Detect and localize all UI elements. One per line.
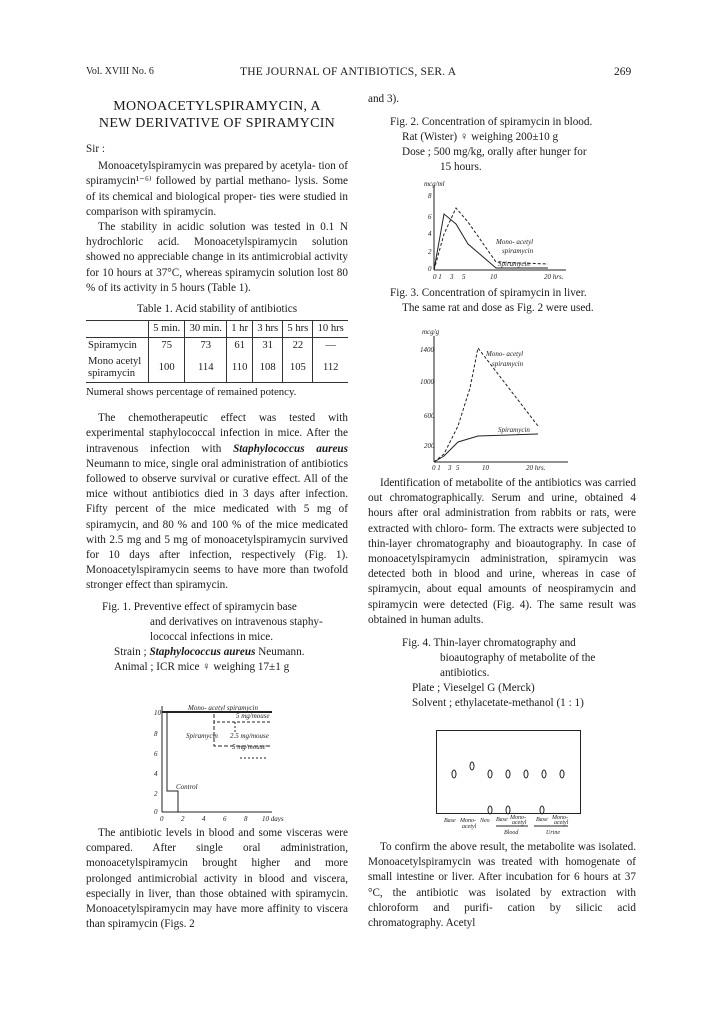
fig2-label-spiramycin: Spiramycin <box>498 260 530 268</box>
fig2-xtick: 0 1 <box>433 273 442 281</box>
right-column-mid <box>368 476 636 711</box>
fig3-xtick: 5 <box>456 464 460 472</box>
fig2-caption-line: 15 hours. <box>440 161 482 174</box>
fig3-caption-line: Fig. 3. Concentration of spiramycin in liver. <box>390 287 587 299</box>
paragraph-5: Identification of metabolite of the antibiotics was carried out chromatographically. Serum and urine, obtained 4 hours after oral administration from rabbits or rats, were extracted with chloro- form. The extracts were subjected to thin-layer chromatography and bioautography. In case of monoacetylspiramycin administration, spiramycin was detected both in blood and urine, whereas in case of spiramycin, about equal amounts of neospiramycin and spiramycin were detected (Fig. 4). The same result was obtained in human adults. <box>368 477 636 626</box>
table-header-cell: 3 hrs <box>253 321 283 338</box>
fig2-label-monoacetyl: Mono- acetyl <box>496 238 534 246</box>
fig1-caption-line: lococcal infections in mice. <box>150 630 274 643</box>
fig1-label-control: Control <box>176 783 198 791</box>
fig4-group-label: Blood <box>504 830 519 836</box>
fig3-xtick: 10 <box>482 464 489 472</box>
fig2-caption-line: Rat (Wister) ♀ weighing 200±10 g <box>402 131 559 144</box>
strain-suffix: Neumann. <box>255 645 305 658</box>
fig1-ytick: 2 <box>154 790 158 798</box>
table-cell: Spiramycin <box>88 340 137 352</box>
fig3-label-monoacetyl-2: spiramycin <box>492 360 524 368</box>
fig1-chart <box>140 700 300 822</box>
paragraph-6: To confirm the above result, the metabolite was isolated. Monoacetylspiramycin was treated with homogenate of small intestine or liver. After incubation for 6 hours at 37 °C, the antibiotic was isolated by extraction with chloroform and purifi- cation by silicic acid chromatography. Acetyl <box>368 841 636 930</box>
fig2-caption-line: Dose ; 500 mg/kg, orally after hunger for <box>402 146 587 159</box>
fig2-label-monoacetyl-2: spiramycin <box>502 247 534 255</box>
fig1-label-spiramycin: Spiramycin <box>186 732 218 740</box>
fig2-chart <box>416 174 576 282</box>
table-cell: 22 <box>283 338 313 355</box>
fig2-caption <box>368 115 636 175</box>
volume-label: Vol. XVIII No. 6 <box>86 66 154 77</box>
left-column-bottom <box>86 826 348 932</box>
fig4-lane-label: acetyl <box>462 824 477 830</box>
table1-note: Numeral shows percentage of remained potency. <box>86 386 297 399</box>
table-header-cell: 5 min. <box>149 321 185 338</box>
table-cell: 110 <box>227 354 253 383</box>
fig3-ylabel: mcg/g <box>422 328 440 336</box>
fig3-label-monoacetyl: Mono- acetyl <box>486 350 524 358</box>
fig4-lane-label: acetyl <box>512 820 527 826</box>
fig3-ytick: 1000 <box>420 378 434 386</box>
fig2-ytick: 0 <box>428 265 432 273</box>
paragraph-2: The stability in acidic solution was tested in 0.1 N hydrochloric acid. Monoacetylspiramycin solution showed no appreciable change in its antimicrobial activity for 10 hours at 37°C, whereas spiramycin solution lost 80 % of its activity in 5 hours (Table 1). <box>86 221 348 294</box>
fig1-label-5mg: 5 mg/mouse <box>236 712 270 720</box>
fig3-label-spiramycin: Spiramycin <box>498 426 530 434</box>
fig2-caption-line: Fig. 2. Concentration of spiramycin in blood. <box>390 116 593 129</box>
table-cell: 75 <box>149 338 185 355</box>
table-cell: — <box>313 338 348 355</box>
continuation-text: and 3). <box>368 93 400 105</box>
table-header-cell: 10 hrs <box>313 321 348 338</box>
fig1-animal: Animal ; ICR mice ♀ weighing 17±1 g <box>114 660 290 673</box>
fig3-xtick: 20 hrs. <box>526 464 546 472</box>
fig1-series-control <box>162 712 178 812</box>
title-line-1: MONOACETYLSPIRAMYCIN, A <box>113 99 321 114</box>
fig1-label-monoacetyl: Mono- acetyl spiramycin <box>188 704 258 712</box>
fig4-lane-label: Mono- <box>552 815 568 821</box>
fig4-origin-spot <box>506 806 510 814</box>
table-cell: 105 <box>283 354 313 383</box>
running-header <box>0 66 717 82</box>
fig2-xtick: 10 <box>490 273 497 281</box>
fig1-ytick: 6 <box>154 750 158 758</box>
fig1-xtick: 2 <box>181 815 185 822</box>
salutation: Sir : <box>86 143 105 155</box>
table-header-cell: 1 hr <box>227 321 253 338</box>
p3-text-a: The chemotherapeutic effect was tested with experimental staphylococcal infection in mice. After the intravenous infection with <box>86 412 348 455</box>
table-header-cell: 30 min. <box>185 321 227 338</box>
fig2-xtick: 3 <box>450 273 454 281</box>
fig4-origin-spot <box>540 806 544 814</box>
fig4-lane-label: Mono- <box>460 818 476 824</box>
fig4-spot <box>560 770 564 778</box>
table-cell: Mono acetyl spiramycin <box>86 354 149 383</box>
fig1-ytick: 4 <box>154 770 158 778</box>
fig1-xtick: 10 days <box>262 815 284 822</box>
fig1-strain <box>102 645 348 660</box>
fig3-series-spiramycin <box>434 434 538 462</box>
fig2-xtick: 20 hrs. <box>544 273 564 281</box>
table-row <box>86 354 348 383</box>
fig2-ytick: 8 <box>428 192 432 200</box>
paragraph-1: Monoacetylspiramycin was prepared by acetyla- tion of spiramycin¹⁻⁶⁾ followed by partial methano- lysis. Some of its chemical and biological proper- ties were studied in comparison with spiramycin. <box>86 160 348 218</box>
fig4-caption-line: Solvent ; ethylacetate-methanol (1 : 1) <box>412 697 584 710</box>
fig3-ytick: 200 <box>424 442 435 450</box>
fig4-lane-label: Base <box>444 818 456 824</box>
fig3-xtick: 0 1 <box>432 464 441 472</box>
fig1-ytick: 0 <box>154 808 158 816</box>
journal-title: THE JOURNAL OF ANTIBIOTICS, SER. A <box>240 66 457 78</box>
fig1-label-2.5mg: 2.5 mg/mouse <box>230 732 269 740</box>
fig4-lane-label: Base <box>536 817 548 823</box>
page-number: 269 <box>614 66 632 78</box>
table-header-cell <box>86 321 149 338</box>
right-column-top <box>368 92 636 175</box>
table-cell: 73 <box>185 338 227 355</box>
article-title <box>86 98 348 132</box>
paragraph-3 <box>86 411 348 593</box>
fig1-label-5mg-b: 5 mg/mouse <box>232 743 266 751</box>
fig4-spot <box>542 770 546 778</box>
paragraph-4: The antibiotic levels in blood and some visceras were compared. After single oral administration, monoacetylspiramycin brought higher and more prolonged antimicrobial activity in blood and viscera, especially in liver, than those obtained with spiramycin. Monoacetylspiramycin may have more affinity to viscera than spiramycin (Figs. 2 <box>86 827 348 931</box>
fig4-origin-spot <box>488 806 492 814</box>
strain-label: Strain ; <box>114 645 150 658</box>
fig4-chart <box>436 730 582 840</box>
fig3-ytick: 600 <box>424 412 435 420</box>
fig3-chart <box>418 322 578 472</box>
fig4-caption-line: Fig. 4. Thin-layer chromatography and <box>402 637 576 650</box>
fig4-spot <box>470 762 474 770</box>
fig4-spot <box>506 770 510 778</box>
fig1-xtick: 0 <box>160 815 164 822</box>
table-cell: 100 <box>149 354 185 383</box>
table-header-cell: 5 hrs <box>283 321 313 338</box>
fig4-caption <box>368 636 636 711</box>
table-row <box>86 338 348 355</box>
table-cell: 114 <box>185 354 227 383</box>
fig4-lane-label: Base <box>496 817 508 823</box>
table-cell: 31 <box>253 338 283 355</box>
fig4-lane-label: Mono- <box>510 815 526 821</box>
table-cell: 61 <box>227 338 253 355</box>
fig1-ytick: 8 <box>154 730 158 738</box>
fig4-caption-line: antibiotics. <box>440 667 490 680</box>
right-column-bottom <box>368 840 636 931</box>
fig2-ytick: 4 <box>428 230 432 238</box>
fig1-caption-line: and derivatives on intravenous staphy- <box>150 615 323 628</box>
fig4-spot <box>488 770 492 778</box>
fig3-caption <box>390 286 640 316</box>
fig4-lane-label: Neo <box>480 818 490 824</box>
table-cell: 108 <box>253 354 283 383</box>
table-cell: 112 <box>313 354 348 383</box>
fig1-caption <box>86 600 348 675</box>
fig4-lane-label: acetyl <box>554 820 569 826</box>
fig1-xtick: 8 <box>244 815 248 822</box>
fig2-ylabel: mcg/ml <box>424 180 445 188</box>
fig4-caption-line: bioautography of metabolite of the <box>440 652 596 665</box>
fig3-caption-line: The same rat and dose as Fig. 2 were used. <box>402 302 594 314</box>
strain-organism: Staphylococcus aureus <box>149 645 256 658</box>
fig2-xtick: 5 <box>462 273 466 281</box>
fig3-xtick: 3 <box>448 464 452 472</box>
fig1-caption-line: Fig. 1. Preventive effect of spiramycin base <box>102 600 297 613</box>
fig4-plate <box>437 731 581 814</box>
fig4-spot <box>524 770 528 778</box>
fig1-xtick: 4 <box>202 815 206 822</box>
left-column <box>86 98 348 675</box>
fig1-ytick: 10 <box>154 709 161 717</box>
organism-name: Staphylococcus aureus <box>233 442 349 455</box>
fig2-ytick: 2 <box>428 248 432 256</box>
title-line-2: NEW DERIVATIVE OF SPIRAMYCIN <box>98 116 336 131</box>
fig1-xtick: 6 <box>223 815 227 822</box>
fig4-caption-line: Plate ; Vieselgel G (Merck) <box>412 682 535 695</box>
table-1 <box>86 320 348 383</box>
fig4-group-label: Urine <box>546 830 560 836</box>
fig3-ytick: 1400 <box>420 346 434 354</box>
table1-caption: Table 1. Acid stability of antibiotics <box>136 303 298 316</box>
fig2-ytick: 6 <box>428 213 432 221</box>
fig4-spot <box>452 770 456 778</box>
p3-text-b: Neumann to mice, single oral administration of antibiotics followed to observe survival or curative effect. All of the mice without antibiotics died in 3 days after infection. Fifty percent of the mice medicated with 5 mg of spiramycin, and 80 % and 100 % of the mice medicated with 2.5 mg and 5 mg of monoacetylspiramycin survived for 10 days after infection, respectively (Fig. 1). Monoacetylspiramycin seems to have more than twofold stronger effect than spiramycin. <box>86 457 348 592</box>
